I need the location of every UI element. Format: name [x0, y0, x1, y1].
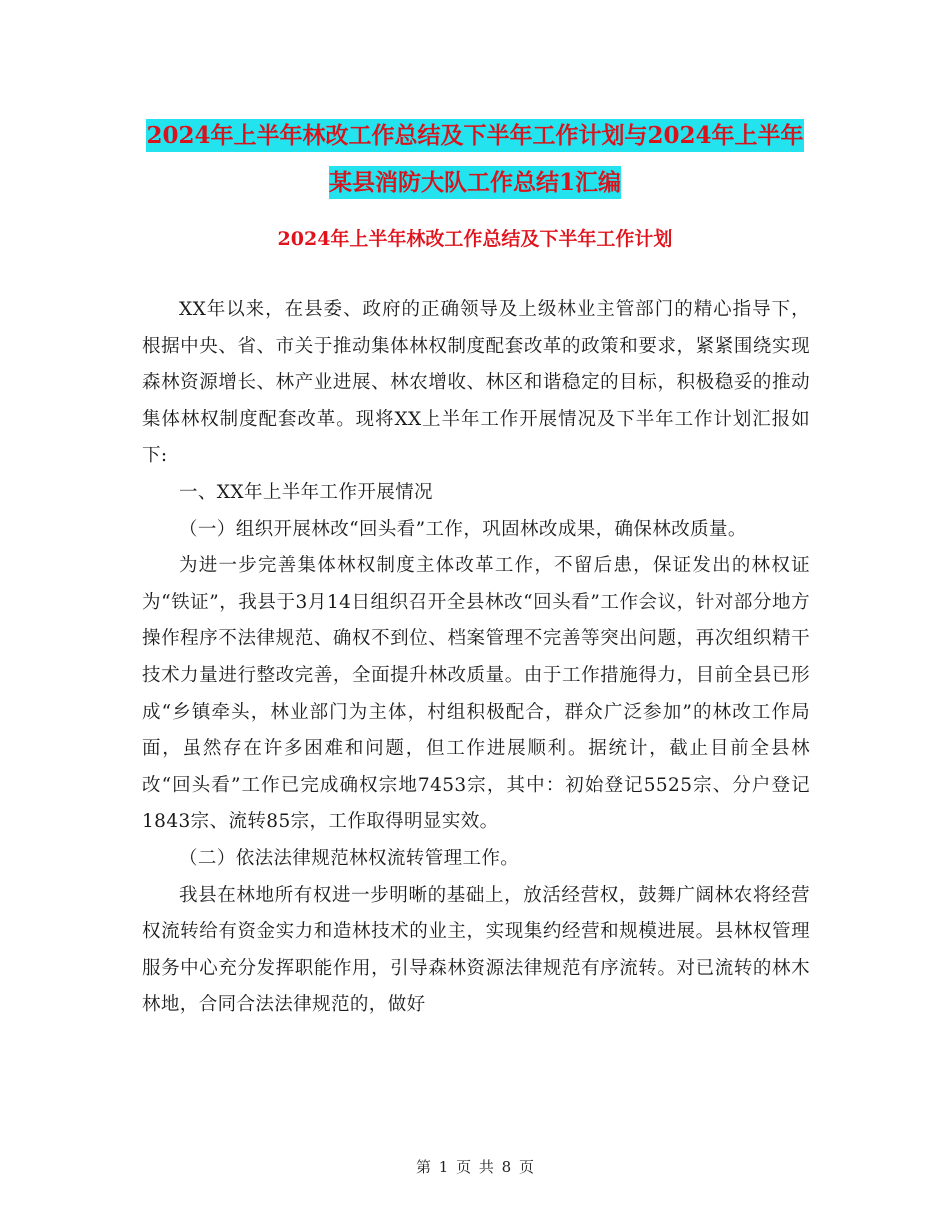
- paragraph-body-2: 我县在林地所有权进一步明晰的基础上，放活经营权，鼓舞广阔林农将经营权流转给有资金实力和造林技术的业主，实现集约经营和规模进展。县林权管理服务中心充分发挥职能作用，引导森林资源法律规范有序流转。对已流转的林木林地，合同合法法律规范的，做好: [142, 884, 810, 1016]
- page-number-footer: 第 1 页 共 8 页: [416, 1158, 534, 1176]
- document-body: [142, 292, 810, 1024]
- paragraph-subheading-1: （一）组织开展林改“回头看”工作，巩固林改成果，确保林改质量。: [179, 518, 747, 540]
- paragraph-intro: XX年以来，在县委、政府的正确领导及上级林业主管部门的精心指导下，根据中央、省、市关于推动集体林权制度配套改革的政策和要求，紧紧围绕实现森林资源增长、林产业进展、林农增收、林区和谐稳定的目标，积极稳妥的推动集体林权制度配套改革。现将XX上半年工作开展情况及下半年工作计划汇报如下:: [142, 299, 810, 467]
- paragraph-body-1: 为进一步完善集体林权制度主体改革工作，不留后患，保证发出的林权证为“铁证”，我县于3月14日组织召开全县林改“回头看”工作会议，针对部分地方操作程序不法律规范、确权不到位、档案管理不完善等突出问题，再次组织精干技术力量进行整改完善，全面提升林改质量。由于工作措施得力，目前全县已形成“乡镇牵头，林业部门为主体，村组积极配合，群众广泛参加”的林改工作局面，虽然存在许多困难和问题，但工作进展顺利。据统计，截止目前全县林改“回头看”工作已完成确权宗地7453宗，其中：初始登记5525宗、分户登记1843宗、流转85宗，工作取得明显实效。: [142, 555, 810, 833]
- paragraph-subheading-2: （二）依法法律规范林权流转管理工作。: [179, 847, 520, 869]
- section-title: 2024年上半年林改工作总结及下半年工作计划: [277, 228, 673, 250]
- paragraph-heading-1: 一、XX年上半年工作开展情况: [179, 481, 433, 503]
- document-title-text: 2024年上半年林改工作总结及下半年工作计划与2024年上半年某县消防大队工作总结1汇编: [146, 119, 803, 199]
- document-title: [140, 112, 810, 206]
